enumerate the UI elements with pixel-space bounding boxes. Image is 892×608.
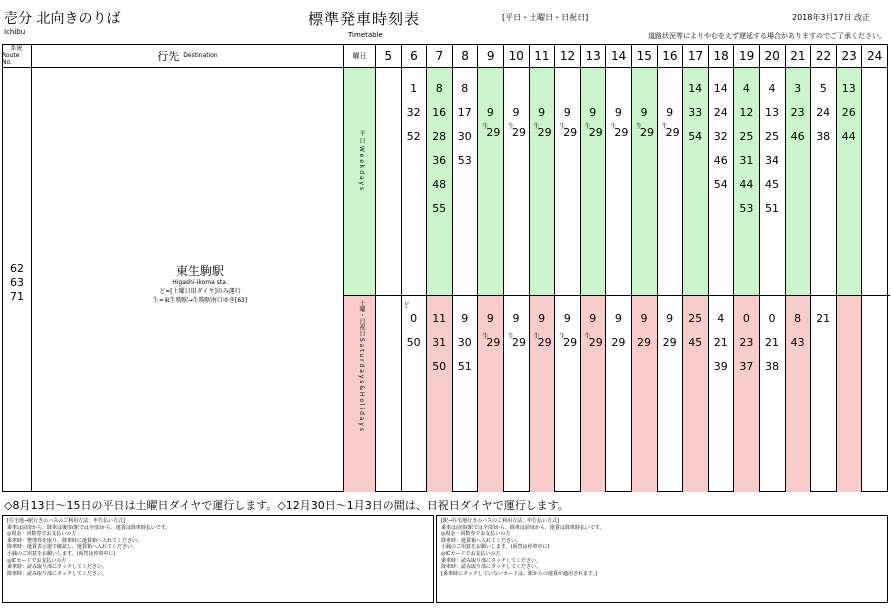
stop-name-en: Ichibu — [4, 28, 26, 36]
weekday-minute: 55 — [432, 202, 447, 215]
saturday-route-mark: 生 — [559, 333, 566, 340]
weekday-minute: 26 — [841, 106, 856, 119]
weekday-route-mark: 生 — [559, 123, 566, 130]
route-number: 62 — [10, 262, 24, 275]
route-header-en: Route No. — [2, 52, 20, 66]
footer-note: ◇8月13日～15日の平日は土曜日ダイヤで運行します。◇12月30日～1月3日の間は、日祝日ダイヤで運行します。 — [4, 499, 569, 512]
saturday-minute: 29 — [637, 336, 651, 349]
saturday-only-mark: ど — [403, 302, 410, 309]
weekday-cell-17 — [683, 68, 709, 295]
info-line: ◎ICカードでお支払いの方 — [7, 557, 67, 564]
weekday-cell-10 — [504, 68, 530, 295]
saturday-minute: 29 — [486, 336, 501, 349]
hour-header-6: 6 — [402, 44, 428, 68]
delay-notice: 道路状況等によりやむをえず遅延する場合がありますのでご了承ください。 — [648, 32, 886, 40]
stop-name: 壱分 北向きのりば — [4, 11, 121, 27]
weekday-minute: 29 — [512, 126, 526, 139]
info-line: 乗車時：読み取り部にタッチしてください。 — [441, 557, 542, 564]
saturday-minute: 50 — [406, 336, 421, 349]
saturday-minute: 9 — [614, 312, 622, 325]
weekday-cell-6 — [402, 68, 428, 295]
destination-header — [32, 44, 344, 68]
weekday-minute: 46 — [790, 130, 805, 143]
destination-note: 生=東生駒駅→生駒駅南口ゆき[63] — [152, 297, 248, 304]
weekday-minute: 29 — [640, 126, 654, 139]
weekday-minute: 4 — [742, 82, 750, 95]
weekday-route-mark: 生 — [533, 123, 540, 130]
weekday-minute: 9 — [589, 106, 597, 119]
destination-block — [110, 262, 290, 304]
saturday-route-mark: 生 — [533, 333, 540, 340]
weekday-minute: 29 — [665, 126, 680, 139]
hour-header-23: 23 — [837, 44, 863, 68]
weekday-minute: 31 — [739, 154, 754, 167]
info-line: 降車時：読み取り部にタッチしてください。 — [441, 564, 542, 571]
saturday-minute: 0 — [768, 312, 776, 325]
weekday-minute: 29 — [537, 126, 552, 139]
destination-header-en: Destination — [183, 52, 218, 59]
weekday-cell-11 — [530, 68, 556, 295]
weekday-cell-12 — [555, 68, 581, 295]
weekday-minute: 23 — [790, 106, 805, 119]
info-line: [乗車時にタッチしていないカードは、駅からの運賃が適用されます。] — [441, 570, 598, 577]
weekday-minute: 13 — [841, 82, 856, 95]
hour-header-17: 17 — [683, 44, 709, 68]
weekday-minute: 51 — [765, 202, 779, 215]
weekday-minute: 8 — [461, 82, 469, 95]
destination-name: 東生駒駅 — [175, 264, 224, 278]
info-line: 小銭のご用意をお願いします。(両替は停車中に) — [441, 544, 550, 551]
weekday-minute: 33 — [688, 106, 703, 119]
weekday-minute: 14 — [688, 82, 703, 95]
hour-header-19: 19 — [734, 44, 760, 68]
saturday-minute: 29 — [537, 336, 552, 349]
hour-header-20: 20 — [760, 44, 786, 68]
revision-date: 2018年3月17日 改正 — [792, 13, 871, 22]
weekday-minute: 54 — [713, 178, 728, 191]
route-header — [2, 44, 32, 68]
saturday-minute: 9 — [589, 312, 597, 325]
saturday-minute: 50 — [432, 360, 447, 373]
info-line: 小銭のご用意をお願いします。(両替は停車中に) — [7, 550, 116, 557]
saturday-minute: 21 — [816, 312, 831, 325]
weekday-minute: 36 — [432, 154, 447, 167]
weekday-label — [356, 130, 364, 194]
destination-header-jp: 行先 — [157, 49, 180, 63]
saturday-minute: 37 — [739, 360, 754, 373]
weekday-minute: 25 — [739, 130, 754, 143]
saturday-minute: 9 — [666, 312, 674, 325]
saturday-minute: 30 — [457, 336, 472, 349]
saturday-minute: 0 — [410, 312, 418, 325]
saturday-route-mark: 生 — [482, 333, 489, 340]
weekday-route-mark: 生 — [610, 123, 617, 130]
weekday-minute: 9 — [486, 106, 494, 119]
info-line: [駅→住宅地行きのバスのご利用方法：申告払い方式] — [441, 518, 560, 524]
saturday-minute: 9 — [640, 312, 648, 325]
weekday-minute: 53 — [457, 154, 472, 167]
info-line: 乗車時：読み取り部にタッチしてください。 — [7, 564, 108, 571]
weekday-minute: 9 — [563, 106, 571, 119]
destination-note: ど=[土曜日用ダイヤ]のみ運行 — [159, 288, 241, 295]
info-line: [住宅地→駅行きのバスのご利用方法：申告払い方式] — [7, 518, 126, 524]
weekday-cell-9 — [478, 68, 504, 295]
saturday-minute: 51 — [457, 360, 472, 373]
weekday-minute: 9 — [512, 106, 520, 119]
weekday-cell-13 — [581, 68, 607, 295]
saturday-minute: 11 — [432, 312, 447, 325]
saturday-minute: 29 — [662, 336, 677, 349]
hour-header-10: 10 — [504, 44, 530, 68]
hour-header-14: 14 — [606, 44, 632, 68]
saturday-cell-5 — [376, 295, 402, 492]
weekday-minute: 3 — [794, 82, 802, 95]
weekday-cell-5 — [376, 68, 402, 295]
saturday-minute: 29 — [611, 336, 626, 349]
hour-header-16: 16 — [658, 44, 684, 68]
saturday-minute: 8 — [794, 312, 802, 325]
weekday-minute: 9 — [614, 106, 622, 119]
saturday-cell-23 — [837, 295, 863, 492]
boarding-info-right — [436, 515, 888, 603]
weekday-cell-22 — [811, 68, 837, 295]
weekday-minute: 25 — [765, 130, 779, 143]
weekday-minute: 28 — [432, 130, 447, 143]
weekday-cell-24 — [862, 68, 888, 295]
hour-header-18: 18 — [709, 44, 735, 68]
weekday-minute: 29 — [588, 126, 603, 139]
weekday-minute: 5 — [819, 82, 827, 95]
weekday-minute: 46 — [713, 154, 728, 167]
saturday-minute: 9 — [486, 312, 494, 325]
hour-header-5: 5 — [376, 44, 402, 68]
hour-header-7: 7 — [427, 44, 453, 68]
saturday-minute: 29 — [512, 336, 526, 349]
info-line: ◎ICカードでお支払いの方 — [441, 550, 501, 557]
saturday-minute: 31 — [432, 336, 447, 349]
saturday-minute: 9 — [563, 312, 571, 325]
weekday-minute: 16 — [432, 106, 447, 119]
saturday-minute: 21 — [713, 336, 728, 349]
route-numbers — [6, 262, 28, 304]
info-line: ◎現金・回数券でお支払いの方 — [441, 531, 511, 538]
saturday-route-mark: 生 — [508, 333, 515, 340]
saturday-minute: 9 — [538, 312, 546, 325]
route-number: 63 — [10, 276, 24, 289]
weekday-minute: 12 — [739, 106, 754, 119]
weekday-route-mark: 生 — [661, 123, 668, 130]
weekday-minute: 9 — [640, 106, 648, 119]
weekday-minute: 44 — [841, 130, 856, 143]
daytype-header: 曜日 — [344, 44, 376, 68]
weekday-minute: 13 — [765, 106, 779, 119]
route-number: 71 — [10, 290, 24, 303]
weekday-cell-21 — [786, 68, 812, 295]
weekday-minute: 17 — [457, 106, 472, 119]
weekday-minute: 29 — [486, 126, 501, 139]
weekday-label-text: 平 日 W e e k d a y s — [358, 130, 365, 191]
weekday-minute: 24 — [816, 106, 831, 119]
day-types-label: [平日・土曜日・日祝日] — [502, 13, 589, 22]
saturday-minute: 4 — [717, 312, 725, 325]
hour-header-13: 13 — [581, 44, 607, 68]
weekday-minute: 32 — [713, 130, 728, 143]
weekday-minute: 54 — [688, 130, 703, 143]
saturday-label-text: 土曜・日祝日 S a t u r d a y s & H o l i d a y s — [358, 300, 365, 431]
weekday-cell-16 — [658, 68, 684, 295]
info-line: 乗車時：整理券を取り、降車時に運賃箱へ入れてください。 — [7, 537, 143, 544]
weekday-minute: 52 — [406, 130, 421, 143]
weekday-cell-14 — [606, 68, 632, 295]
weekday-minute: 29 — [563, 126, 578, 139]
weekday-minute: 48 — [432, 178, 447, 191]
saturday-minute: 39 — [713, 360, 728, 373]
route-header-jp: 系統 — [10, 45, 23, 52]
weekday-minute: 9 — [666, 106, 674, 119]
saturday-minute: 38 — [765, 360, 779, 373]
hour-header-12: 12 — [555, 44, 581, 68]
weekday-route-mark: 生 — [508, 123, 515, 130]
info-line: 降車時：運賃箱へ入れてください。 — [441, 537, 522, 544]
destination-name-en: Higashi-ikoma sta. — [172, 279, 228, 286]
saturday-minute: 21 — [765, 336, 779, 349]
saturday-minute: 43 — [790, 336, 805, 349]
saturday-minute: 0 — [742, 312, 750, 325]
weekday-minute: 24 — [713, 106, 728, 119]
weekday-minute: 44 — [739, 178, 754, 191]
saturday-label — [356, 300, 364, 435]
weekday-route-mark: 生 — [482, 123, 489, 130]
weekday-cell-23 — [837, 68, 863, 295]
saturday-route-mark: 生 — [584, 333, 591, 340]
weekday-minute: 1 — [410, 82, 418, 95]
weekday-minute: 32 — [406, 106, 421, 119]
saturday-minute: 9 — [461, 312, 469, 325]
weekday-minute: 8 — [435, 82, 443, 95]
weekday-minute: 53 — [739, 202, 754, 215]
saturday-minute: 23 — [739, 336, 754, 349]
weekday-route-mark: 生 — [584, 123, 591, 130]
page-title-en: Timetable — [348, 31, 383, 39]
weekday-route-mark: 生 — [636, 123, 643, 130]
page-title: 標準発車時刻表 — [308, 10, 421, 28]
weekday-minute: 9 — [538, 106, 546, 119]
hour-header-15: 15 — [632, 44, 658, 68]
row-divider — [344, 295, 890, 296]
weekday-minute: 4 — [768, 82, 776, 95]
hour-header-11: 11 — [530, 44, 556, 68]
info-line: 乗車は前扉から、降車は後扉(駅では全扉)から、運賃は降車時払いです。 — [7, 524, 171, 531]
saturday-cell-24 — [862, 295, 888, 492]
saturday-minute: 29 — [563, 336, 578, 349]
hour-header-24: 24 — [862, 44, 888, 68]
hour-header-9: 9 — [478, 44, 504, 68]
boarding-info-left — [2, 515, 434, 603]
info-line: 降車時：運賃表示器で確認し、運賃箱へ入れてください。 — [7, 544, 138, 551]
saturday-minute: 9 — [512, 312, 520, 325]
weekday-minute: 30 — [457, 130, 472, 143]
weekday-minute: 38 — [816, 130, 831, 143]
hour-header-21: 21 — [786, 44, 812, 68]
weekday-cell-15 — [632, 68, 658, 295]
saturday-minute: 29 — [588, 336, 603, 349]
weekday-minute: 29 — [614, 126, 629, 139]
info-line: ◎現金・回数券でお支払いの方 — [7, 531, 77, 538]
weekday-minute: 45 — [765, 178, 779, 191]
info-line: 乗車は前扉(駅では全扉)から、降車は前扉から、運賃は降車時払いです。 — [441, 524, 605, 531]
saturday-minute: 45 — [688, 336, 703, 349]
hour-header-22: 22 — [811, 44, 837, 68]
weekday-minute: 14 — [713, 82, 728, 95]
info-line: 降車時：読み取り部にタッチしてください。 — [7, 570, 108, 577]
hour-header-8: 8 — [453, 44, 479, 68]
weekday-cell-8 — [453, 68, 479, 295]
weekday-minute: 34 — [765, 154, 779, 167]
saturday-minute: 25 — [688, 312, 703, 325]
